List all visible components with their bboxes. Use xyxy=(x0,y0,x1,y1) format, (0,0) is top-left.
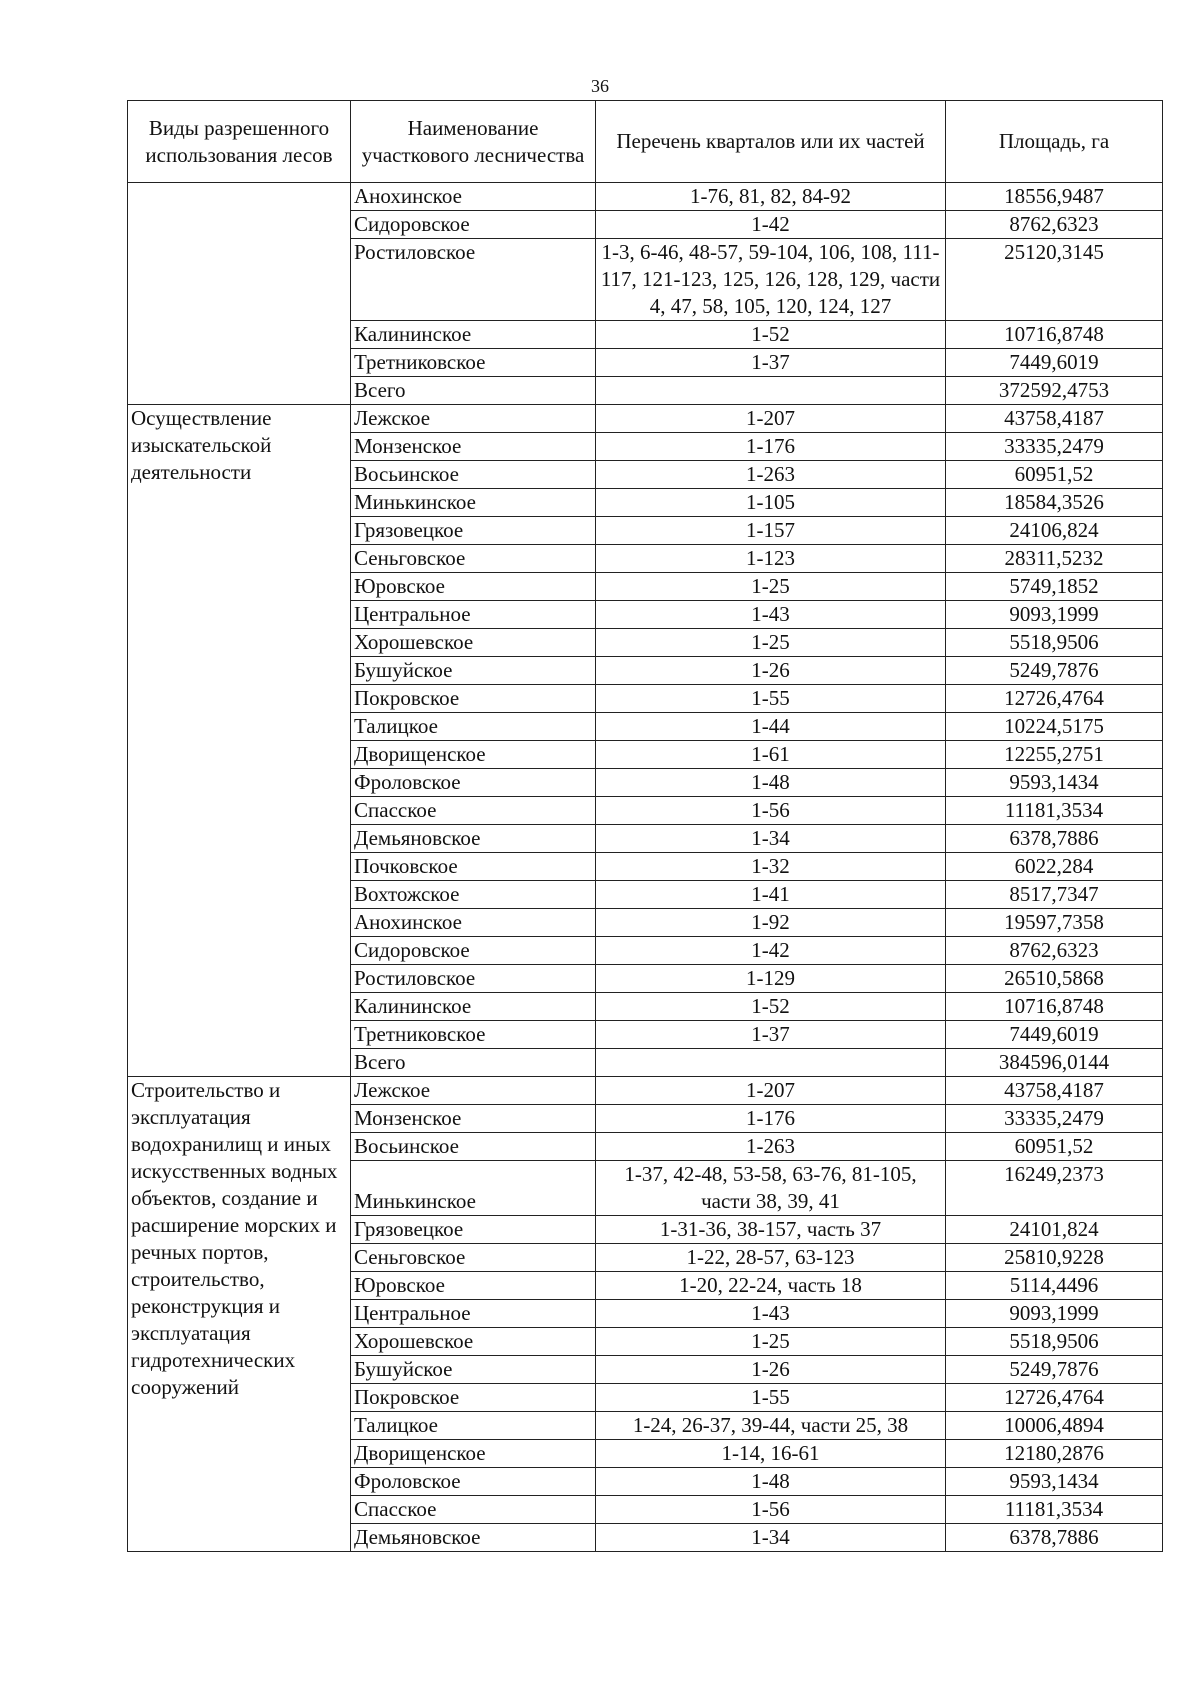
quarters-cell: 1-25 xyxy=(596,629,946,657)
area-cell: 33335,2479 xyxy=(946,1105,1163,1133)
forestry-name-cell: Третниковское xyxy=(351,349,596,377)
forestry-name-cell: Монзенское xyxy=(351,1105,596,1133)
area-cell: 18556,9487 xyxy=(946,183,1163,211)
forestry-name-cell: Дворищенское xyxy=(351,741,596,769)
area-cell: 6378,7886 xyxy=(946,825,1163,853)
area-cell: 33335,2479 xyxy=(946,433,1163,461)
quarters-cell xyxy=(596,377,946,405)
forestry-name-cell: Фроловское xyxy=(351,1468,596,1496)
quarters-cell: 1-44 xyxy=(596,713,946,741)
forestry-name-cell: Демьяновское xyxy=(351,1524,596,1552)
quarters-cell: 1-42 xyxy=(596,937,946,965)
area-cell: 7449,6019 xyxy=(946,1021,1163,1049)
area-cell: 43758,4187 xyxy=(946,405,1163,433)
area-cell: 60951,52 xyxy=(946,461,1163,489)
quarters-cell: 1-25 xyxy=(596,573,946,601)
forestry-name-cell: Сеньговское xyxy=(351,1244,596,1272)
quarters-cell: 1-56 xyxy=(596,1496,946,1524)
area-cell: 18584,3526 xyxy=(946,489,1163,517)
area-cell: 60951,52 xyxy=(946,1133,1163,1161)
area-cell: 12180,2876 xyxy=(946,1440,1163,1468)
table-row xyxy=(128,1077,1163,1105)
forestry-name-cell: Всего xyxy=(351,1049,596,1077)
quarters-cell: 1-157 xyxy=(596,517,946,545)
forestry-name-cell: Лежское xyxy=(351,1077,596,1105)
quarters-cell xyxy=(596,1049,946,1077)
forestry-name-cell: Талицкое xyxy=(351,713,596,741)
forestry-name-cell: Монзенское xyxy=(351,433,596,461)
forestry-name-cell: Центральное xyxy=(351,1300,596,1328)
header-area: Площадь, га xyxy=(946,101,1163,183)
quarters-cell: 1-76, 81, 82, 84-92 xyxy=(596,183,946,211)
quarters-cell: 1-43 xyxy=(596,1300,946,1328)
forestry-name-cell: Дворищенское xyxy=(351,1440,596,1468)
quarters-cell: 1-22, 28-57, 63-123 xyxy=(596,1244,946,1272)
area-cell: 5249,7876 xyxy=(946,657,1163,685)
area-cell: 10716,8748 xyxy=(946,321,1163,349)
forestry-name-cell: Демьяновское xyxy=(351,825,596,853)
forestry-name-cell: Грязовецкое xyxy=(351,1216,596,1244)
forestry-name-cell: Покровское xyxy=(351,1384,596,1412)
table-row xyxy=(128,405,1163,433)
forestry-name-cell: Грязовецкое xyxy=(351,517,596,545)
forestry-name-cell: Юровское xyxy=(351,573,596,601)
area-cell: 12726,4764 xyxy=(946,1384,1163,1412)
quarters-cell: 1-14, 16-61 xyxy=(596,1440,946,1468)
area-cell: 9093,1999 xyxy=(946,601,1163,629)
quarters-cell: 1-263 xyxy=(596,461,946,489)
area-cell: 43758,4187 xyxy=(946,1077,1163,1105)
quarters-cell: 1-26 xyxy=(596,1356,946,1384)
area-cell: 5518,9506 xyxy=(946,1328,1163,1356)
area-cell: 5114,4496 xyxy=(946,1272,1163,1300)
area-cell: 25810,9228 xyxy=(946,1244,1163,1272)
area-cell: 11181,3534 xyxy=(946,1496,1163,1524)
area-cell: 24101,824 xyxy=(946,1216,1163,1244)
area-cell: 24106,824 xyxy=(946,517,1163,545)
quarters-cell: 1-129 xyxy=(596,965,946,993)
forestry-name-cell: Калининское xyxy=(351,321,596,349)
table-body xyxy=(128,183,1163,1552)
area-cell: 6378,7886 xyxy=(946,1524,1163,1552)
quarters-cell: 1-56 xyxy=(596,797,946,825)
area-cell: 12726,4764 xyxy=(946,685,1163,713)
forestry-name-cell: Калининское xyxy=(351,993,596,1021)
quarters-cell: 1-123 xyxy=(596,545,946,573)
area-cell: 19597,7358 xyxy=(946,909,1163,937)
forestry-name-cell: Юровское xyxy=(351,1272,596,1300)
quarters-cell: 1-41 xyxy=(596,881,946,909)
area-cell: 12255,2751 xyxy=(946,741,1163,769)
usage-cell: Осуществление изыскательской деятельности xyxy=(128,405,351,1077)
forestry-name-cell: Хорошевское xyxy=(351,629,596,657)
usage-cell: Строительство и эксплуатация водохранилищ и иных искусственных водных объектов, создание и расширение морских и речных портов, строительство, реконструкция и эксплуатация гидротехнических сооружений xyxy=(128,1077,351,1552)
quarters-cell: 1-55 xyxy=(596,1384,946,1412)
quarters-cell: 1-263 xyxy=(596,1133,946,1161)
area-cell: 5518,9506 xyxy=(946,629,1163,657)
quarters-cell: 1-34 xyxy=(596,825,946,853)
area-cell: 372592,4753 xyxy=(946,377,1163,405)
quarters-cell: 1-105 xyxy=(596,489,946,517)
quarters-cell: 1-43 xyxy=(596,601,946,629)
quarters-cell: 1-176 xyxy=(596,433,946,461)
quarters-cell: 1-48 xyxy=(596,1468,946,1496)
forestry-name-cell: Вохтожское xyxy=(351,881,596,909)
forestry-name-cell: Бушуйское xyxy=(351,1356,596,1384)
table-row xyxy=(128,183,1163,211)
forestry-name-cell: Всего xyxy=(351,377,596,405)
quarters-cell: 1-20, 22-24, часть 18 xyxy=(596,1272,946,1300)
quarters-cell: 1-61 xyxy=(596,741,946,769)
quarters-cell: 1-48 xyxy=(596,769,946,797)
forestry-name-cell: Восьинское xyxy=(351,461,596,489)
forestry-name-cell: Анохинское xyxy=(351,183,596,211)
area-cell: 8517,7347 xyxy=(946,881,1163,909)
area-cell: 5249,7876 xyxy=(946,1356,1163,1384)
area-cell: 9593,1434 xyxy=(946,769,1163,797)
quarters-cell: 1-26 xyxy=(596,657,946,685)
area-cell: 9593,1434 xyxy=(946,1468,1163,1496)
area-cell: 25120,3145 xyxy=(946,239,1163,321)
area-cell: 7449,6019 xyxy=(946,349,1163,377)
forestry-name-cell: Фроловское xyxy=(351,769,596,797)
forestry-name-cell: Покровское xyxy=(351,685,596,713)
header-quarters: Перечень кварталов или их частей xyxy=(596,101,946,183)
header-usage: Виды разрешенного использования лесов xyxy=(128,101,351,183)
forestry-name-cell: Ростиловское xyxy=(351,965,596,993)
header-row xyxy=(128,101,1163,183)
quarters-cell: 1-52 xyxy=(596,321,946,349)
area-cell: 384596,0144 xyxy=(946,1049,1163,1077)
quarters-cell: 1-42 xyxy=(596,211,946,239)
page-number: 36 xyxy=(591,76,609,96)
header-forestry: Наименование участкового лесничества xyxy=(351,101,596,183)
quarters-cell: 1-207 xyxy=(596,1077,946,1105)
forestry-name-cell: Хорошевское xyxy=(351,1328,596,1356)
forestry-name-cell: Почковское xyxy=(351,853,596,881)
quarters-cell: 1-34 xyxy=(596,1524,946,1552)
forestry-name-cell: Лежское xyxy=(351,405,596,433)
quarters-cell: 1-31-36, 38-157, часть 37 xyxy=(596,1216,946,1244)
forestry-table xyxy=(127,100,1163,1552)
forestry-name-cell: Спасское xyxy=(351,797,596,825)
forestry-name-cell: Бушуйское xyxy=(351,657,596,685)
area-cell: 10224,5175 xyxy=(946,713,1163,741)
area-cell: 11181,3534 xyxy=(946,797,1163,825)
forestry-name-cell: Минькинское xyxy=(351,1161,596,1216)
forestry-name-cell: Талицкое xyxy=(351,1412,596,1440)
forestry-name-cell: Центральное xyxy=(351,601,596,629)
forestry-name-cell: Сидоровское xyxy=(351,211,596,239)
quarters-cell: 1-52 xyxy=(596,993,946,1021)
forestry-name-cell: Третниковское xyxy=(351,1021,596,1049)
area-cell: 8762,6323 xyxy=(946,211,1163,239)
area-cell: 10006,4894 xyxy=(946,1412,1163,1440)
area-cell: 9093,1999 xyxy=(946,1300,1163,1328)
area-cell: 28311,5232 xyxy=(946,545,1163,573)
forestry-name-cell: Минькинское xyxy=(351,489,596,517)
area-cell: 26510,5868 xyxy=(946,965,1163,993)
quarters-cell: 1-37 xyxy=(596,349,946,377)
quarters-cell: 1-176 xyxy=(596,1105,946,1133)
quarters-cell: 1-3, 6-46, 48-57, 59-104, 106, 108, 111-117, 121-123, 125, 126, 128, 129, части 4, 47, 58, 105, 120, 124, 127 xyxy=(596,239,946,321)
forestry-name-cell: Ростиловское xyxy=(351,239,596,321)
usage-cell xyxy=(128,183,351,405)
quarters-cell: 1-25 xyxy=(596,1328,946,1356)
area-cell: 16249,2373 xyxy=(946,1161,1163,1216)
forestry-name-cell: Анохинское xyxy=(351,909,596,937)
quarters-cell: 1-207 xyxy=(596,405,946,433)
forestry-name-cell: Восьинское xyxy=(351,1133,596,1161)
quarters-cell: 1-32 xyxy=(596,853,946,881)
quarters-cell: 1-37, 42-48, 53-58, 63-76, 81-105, части 38, 39, 41 xyxy=(596,1161,946,1216)
quarters-cell: 1-24, 26-37, 39-44, части 25, 38 xyxy=(596,1412,946,1440)
quarters-cell: 1-37 xyxy=(596,1021,946,1049)
forestry-name-cell: Сеньговское xyxy=(351,545,596,573)
area-cell: 6022,284 xyxy=(946,853,1163,881)
quarters-cell: 1-55 xyxy=(596,685,946,713)
forestry-name-cell: Спасское xyxy=(351,1496,596,1524)
forestry-name-cell: Сидоровское xyxy=(351,937,596,965)
area-cell: 8762,6323 xyxy=(946,937,1163,965)
area-cell: 5749,1852 xyxy=(946,573,1163,601)
quarters-cell: 1-92 xyxy=(596,909,946,937)
area-cell: 10716,8748 xyxy=(946,993,1163,1021)
